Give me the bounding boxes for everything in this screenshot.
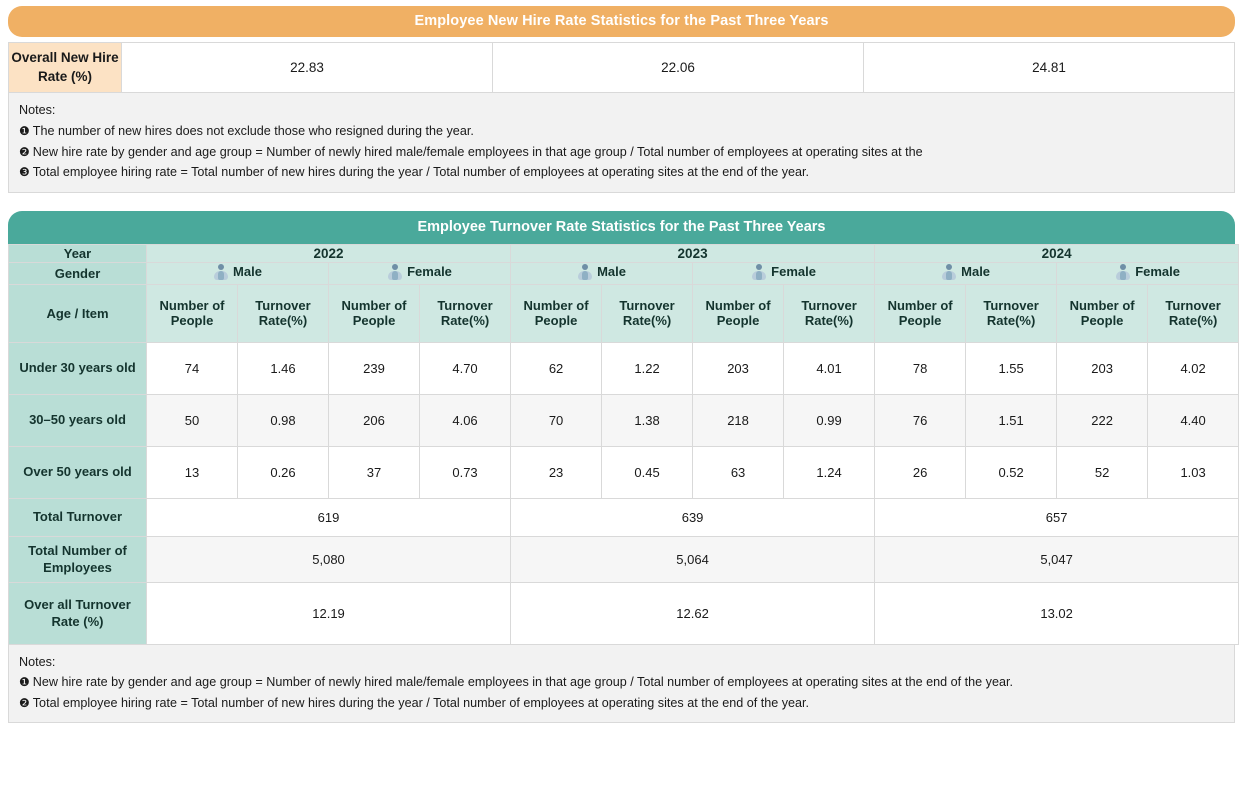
note-item bbox=[19, 693, 1224, 713]
gender-header-row bbox=[9, 262, 1239, 284]
table-row bbox=[9, 498, 1239, 536]
cell: 1.38 bbox=[602, 394, 693, 446]
note-item bbox=[19, 162, 1224, 182]
table-row bbox=[9, 446, 1239, 498]
note-bullet-3: ❸ bbox=[19, 165, 30, 180]
new-hire-value-2024: 24.81 bbox=[864, 43, 1235, 93]
total-employees-label: Total Number of Employees bbox=[9, 536, 147, 582]
cell: 13 bbox=[147, 446, 238, 498]
gender-label: Female bbox=[407, 264, 452, 280]
cell: 0.73 bbox=[420, 446, 511, 498]
metric-header-people: Number of People bbox=[147, 284, 238, 342]
metric-header-rate: Turnover Rate(%) bbox=[238, 284, 329, 342]
metric-header-rate: Turnover Rate(%) bbox=[602, 284, 693, 342]
cell: 1.55 bbox=[966, 342, 1057, 394]
cell: 70 bbox=[511, 394, 602, 446]
cell: 76 bbox=[875, 394, 966, 446]
cell: 52 bbox=[1057, 446, 1148, 498]
gender-2022-female bbox=[329, 262, 511, 284]
new-hire-title: Employee New Hire Rate Statistics for the Past Three Years bbox=[8, 6, 1235, 37]
cell: 1.22 bbox=[602, 342, 693, 394]
gender-2023-male bbox=[511, 262, 693, 284]
cell: 1.24 bbox=[784, 446, 875, 498]
age-item-row-label: Age / Item bbox=[9, 284, 147, 342]
total-employees-2022: 5,080 bbox=[147, 536, 511, 582]
notes-heading: Notes: bbox=[19, 103, 56, 117]
cell: 78 bbox=[875, 342, 966, 394]
metric-header-row bbox=[9, 284, 1239, 342]
cell: 50 bbox=[147, 394, 238, 446]
year-header-row bbox=[9, 244, 1239, 262]
cell: 0.45 bbox=[602, 446, 693, 498]
person-icon bbox=[751, 264, 766, 280]
note-text-2: New hire rate by gender and age group = Number of newly hired male/female employees in that age group / Total number of employees at operating sites at the bbox=[32, 144, 923, 159]
cell: 0.99 bbox=[784, 394, 875, 446]
new-hire-notes bbox=[8, 93, 1235, 193]
metric-header-rate: Turnover Rate(%) bbox=[784, 284, 875, 342]
metric-header-rate: Turnover Rate(%) bbox=[1148, 284, 1239, 342]
person-icon bbox=[213, 264, 228, 280]
turnover-section bbox=[8, 211, 1235, 723]
person-icon bbox=[1115, 264, 1130, 280]
cell: 0.52 bbox=[966, 446, 1057, 498]
metric-header-people: Number of People bbox=[875, 284, 966, 342]
gender-2022-male bbox=[147, 262, 329, 284]
year-2023: 2023 bbox=[511, 244, 875, 262]
new-hire-value-2022: 22.83 bbox=[122, 43, 493, 93]
note-bullet-1: ❶ bbox=[19, 124, 30, 139]
cell: 222 bbox=[1057, 394, 1148, 446]
note-item bbox=[19, 672, 1224, 692]
cell: 4.40 bbox=[1148, 394, 1239, 446]
new-hire-section bbox=[8, 6, 1235, 193]
table-row bbox=[9, 536, 1239, 582]
overall-new-hire-rate-label: Overall New Hire Rate (%) bbox=[9, 43, 122, 93]
cell: 37 bbox=[329, 446, 420, 498]
cell: 23 bbox=[511, 446, 602, 498]
gender-label: Male bbox=[233, 264, 262, 280]
cell: 239 bbox=[329, 342, 420, 394]
cell: 62 bbox=[511, 342, 602, 394]
note-text-1: The number of new hires does not exclude those who resigned during the year. bbox=[32, 124, 474, 139]
cell: 63 bbox=[693, 446, 784, 498]
gender-label: Female bbox=[771, 264, 816, 280]
new-hire-value-2023: 22.06 bbox=[493, 43, 864, 93]
cell: 0.98 bbox=[238, 394, 329, 446]
metric-header-people: Number of People bbox=[511, 284, 602, 342]
overall-turnover-2023: 12.62 bbox=[511, 582, 875, 644]
gender-2024-male bbox=[875, 262, 1057, 284]
age-row-label-under30: Under 30 years old bbox=[9, 342, 147, 394]
cell: 206 bbox=[329, 394, 420, 446]
year-2022: 2022 bbox=[147, 244, 511, 262]
total-turnover-2023: 639 bbox=[511, 498, 875, 536]
note-item bbox=[19, 142, 1224, 162]
year-2024: 2024 bbox=[875, 244, 1239, 262]
table-row bbox=[9, 394, 1239, 446]
cell: 218 bbox=[693, 394, 784, 446]
overall-turnover-2024: 13.02 bbox=[875, 582, 1239, 644]
person-icon bbox=[387, 264, 402, 280]
total-turnover-label: Total Turnover bbox=[9, 498, 147, 536]
gender-2024-female bbox=[1057, 262, 1239, 284]
note-text-1: New hire rate by gender and age group = Number of newly hired male/female employees in that age group / Total number of employees at operating sites at the end of the year. bbox=[32, 675, 1013, 690]
overall-turnover-2022: 12.19 bbox=[147, 582, 511, 644]
cell: 1.46 bbox=[238, 342, 329, 394]
note-bullet-2: ❷ bbox=[19, 695, 30, 710]
notes-heading: Notes: bbox=[19, 654, 56, 669]
total-employees-2024: 5,047 bbox=[875, 536, 1239, 582]
age-row-label-over50: Over 50 years old bbox=[9, 446, 147, 498]
metric-header-people: Number of People bbox=[693, 284, 784, 342]
turnover-notes bbox=[8, 645, 1235, 723]
note-bullet-1: ❶ bbox=[19, 675, 30, 690]
total-turnover-2022: 619 bbox=[147, 498, 511, 536]
year-row-label: Year bbox=[9, 244, 147, 262]
turnover-title: Employee Turnover Rate Statistics for the Past Three Years bbox=[8, 211, 1235, 244]
metric-header-people: Number of People bbox=[1057, 284, 1148, 342]
cell: 4.01 bbox=[784, 342, 875, 394]
cell: 203 bbox=[1057, 342, 1148, 394]
note-text-3: Total employee hiring rate = Total number of new hires during the year / Total number of employees at operating sites at the end of the year. bbox=[32, 165, 810, 180]
cell: 1.51 bbox=[966, 394, 1057, 446]
metric-header-rate: Turnover Rate(%) bbox=[420, 284, 511, 342]
gender-label: Male bbox=[597, 264, 626, 280]
cell: 74 bbox=[147, 342, 238, 394]
cell: 1.03 bbox=[1148, 446, 1239, 498]
cell: 4.02 bbox=[1148, 342, 1239, 394]
total-employees-2023: 5,064 bbox=[511, 536, 875, 582]
cell: 0.26 bbox=[238, 446, 329, 498]
cell: 26 bbox=[875, 446, 966, 498]
turnover-table bbox=[8, 244, 1239, 645]
gender-2023-female bbox=[693, 262, 875, 284]
gender-label: Male bbox=[961, 264, 991, 280]
gender-label: Female bbox=[1135, 264, 1181, 280]
overall-turnover-rate-label: Over all Turnover Rate (%) bbox=[9, 582, 147, 644]
note-text-2: Total employee hiring rate = Total number of new hires during the year / Total number of employees at operating sites at the end of the year. bbox=[32, 695, 810, 710]
table-row bbox=[9, 342, 1239, 394]
cell: 203 bbox=[693, 342, 784, 394]
new-hire-table bbox=[8, 42, 1235, 93]
person-icon bbox=[941, 264, 956, 280]
cell: 4.70 bbox=[420, 342, 511, 394]
age-row-label-30-50: 30–50 years old bbox=[9, 394, 147, 446]
cell: 4.06 bbox=[420, 394, 511, 446]
table-row bbox=[9, 43, 1235, 93]
metric-header-rate: Turnover Rate(%) bbox=[966, 284, 1057, 342]
person-icon bbox=[577, 264, 592, 280]
gender-row-label: Gender bbox=[9, 262, 147, 284]
note-item bbox=[19, 121, 1224, 141]
note-bullet-2: ❷ bbox=[19, 144, 30, 159]
total-turnover-2024: 657 bbox=[875, 498, 1239, 536]
metric-header-people: Number of People bbox=[329, 284, 420, 342]
table-row bbox=[9, 582, 1239, 644]
